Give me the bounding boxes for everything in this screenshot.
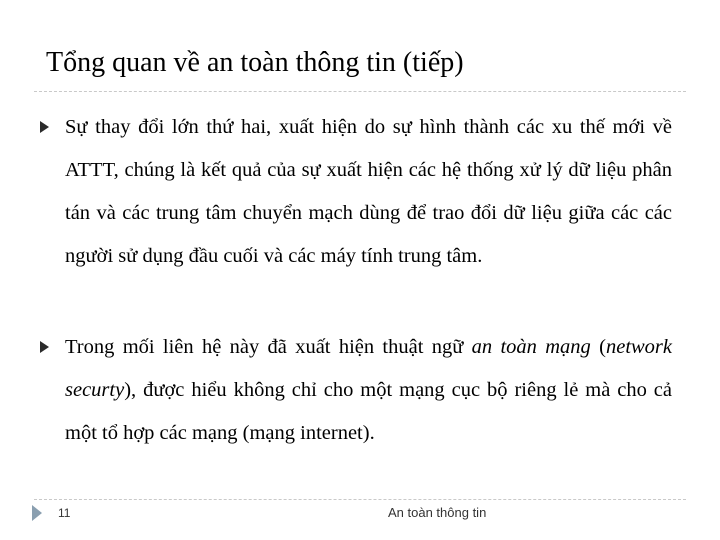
footer-arrow-icon (32, 505, 42, 521)
bullet-arrow-icon (40, 121, 49, 133)
italic-english-term: network securty (65, 336, 673, 401)
slide-title: Tổng quan về an toàn thông tin (tiếp) (46, 47, 464, 78)
footer-divider (34, 499, 686, 500)
bullet-item-1 (40, 106, 672, 278)
bullet-text (65, 326, 672, 455)
italic-term: an toàn mạng (471, 336, 591, 358)
bullet-text-part: Trong mối liên hệ này đã xuất hiện thuật ngữ (65, 336, 472, 358)
bullet-arrow-icon (40, 341, 49, 353)
page-number: 11 (58, 506, 71, 520)
bullet-item-2 (40, 326, 672, 455)
footer-title: An toàn thông tin (388, 505, 487, 520)
bullet-text-part: ( (590, 336, 606, 358)
bullet-text: Sự thay đổi lớn thứ hai, xuất hiện do sự hình thành các xu thế mới về ATTT, chúng là kết quả của sự xuất hiện các hệ thống xử lý dữ liệu phân tán và các trung tâm chuyển mạch dùng để trao đổi dữ liệu giữa các các người sử dụng đầu cuối và các máy tính trung tâm. (65, 116, 672, 267)
title-divider (34, 91, 686, 92)
bullet-text-part: ), được hiểu không chỉ cho một mạng cục bộ riêng lẻ mà cho cả một tổ hợp các mạng (mạng internet). (65, 379, 672, 444)
